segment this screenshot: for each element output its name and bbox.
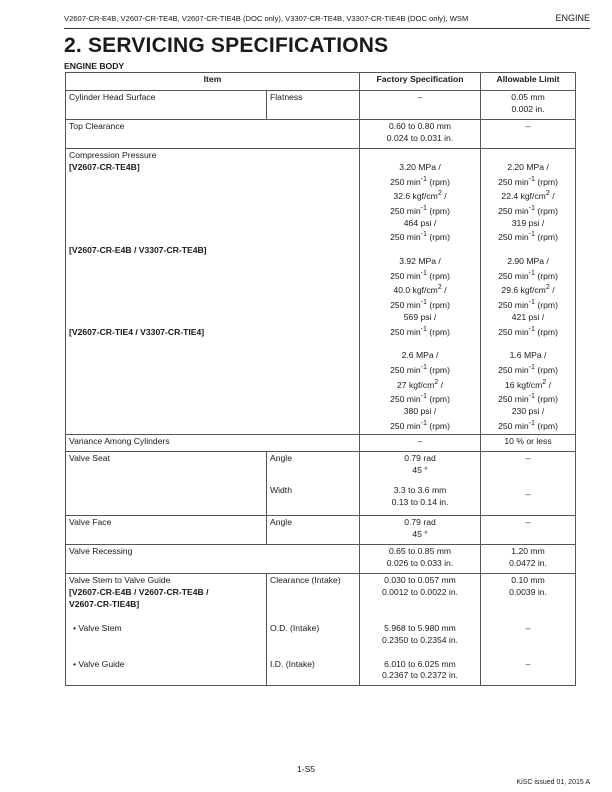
rpm-suffix: (rpm)	[427, 326, 450, 337]
row-item: Valve Seat	[66, 452, 267, 516]
rpm-exponent: -1	[528, 203, 536, 212]
rpm-exponent: -1	[528, 298, 536, 307]
value-line	[363, 282, 477, 297]
col-header-allowable: Allowable Limit	[481, 73, 576, 91]
compression-factory-group	[363, 350, 477, 432]
value-line: 0.030 to 0.057 mm	[384, 575, 456, 586]
kgf-value: 32.6 kgf/cm	[393, 191, 438, 202]
header-section: ENGINE	[555, 13, 590, 23]
row-item	[66, 574, 267, 686]
rpm-unit: 250 min	[390, 394, 421, 405]
model-label: [V2607-CR-TIE4 / V3307-CR-TIE4]	[69, 327, 205, 338]
kgf-exponent: 2	[545, 189, 550, 198]
spec-table	[65, 72, 576, 686]
row-item: Variance Among Cylinders	[66, 435, 360, 452]
rpm-unit: 250 min	[390, 176, 421, 187]
value-line: 3.20 MPa /	[399, 161, 441, 172]
sub-label: Width	[270, 485, 292, 496]
rpm-suffix: (rpm)	[535, 232, 558, 243]
model-label: V2607-CR-TIE4B]	[69, 599, 140, 610]
row-factory	[360, 574, 481, 686]
value-line	[363, 268, 477, 283]
table-header-row	[66, 73, 576, 91]
value-line: 0.024 to 0.031 in.	[386, 132, 454, 143]
rpm-unit: 250 min	[498, 205, 529, 216]
row-factory	[360, 120, 481, 149]
kgf-value: 27 kgf/cm	[397, 379, 435, 390]
value-line: 6.010 to 6.025 mm	[384, 658, 456, 669]
value-line: 0.05 mm	[511, 92, 545, 102]
value-line: 0.13 to 0.14 in.	[391, 496, 449, 507]
value-line	[363, 174, 477, 189]
row-item	[66, 149, 360, 435]
value-line: –	[525, 658, 531, 669]
value-line	[484, 377, 572, 392]
rpm-exponent: -1	[528, 392, 536, 401]
value-line	[484, 362, 572, 377]
rpm-suffix: (rpm)	[427, 364, 450, 375]
row-subitem	[267, 452, 360, 516]
rpm-unit: 250 min	[390, 205, 421, 216]
rpm-exponent: -1	[420, 392, 428, 401]
rpm-exponent: -1	[420, 174, 428, 183]
table-row	[66, 91, 576, 120]
value-line: 0.2350 to 0.2354 in.	[382, 634, 458, 645]
compression-allowable-group	[484, 256, 572, 338]
value-line: 569 psi /	[403, 311, 437, 322]
value-line	[484, 297, 572, 312]
table-row	[66, 452, 576, 516]
table-row	[66, 149, 576, 435]
value-line	[363, 297, 477, 312]
rpm-exponent: -1	[528, 230, 536, 239]
value-line: 2.20 MPa /	[507, 161, 549, 172]
row-allowable	[481, 545, 576, 574]
rpm-suffix: (rpm)	[535, 176, 558, 187]
row-factory: –	[360, 91, 481, 120]
rpm-suffix: (rpm)	[535, 326, 558, 337]
rpm-exponent: -1	[420, 298, 428, 307]
value-line: 0.79 rad	[404, 453, 436, 464]
rpm-unit: 250 min	[498, 270, 529, 281]
row-factory	[360, 452, 481, 516]
rpm-suffix: (rpm)	[427, 232, 450, 243]
col-header-item: Item	[66, 73, 360, 91]
value-line: 2.90 MPa /	[507, 256, 549, 267]
value-line	[484, 282, 572, 297]
col-header-factory: Factory Specification	[360, 73, 481, 91]
rpm-unit: 250 min	[390, 420, 421, 431]
rpm-exponent: -1	[528, 324, 536, 333]
rpm-exponent: -1	[528, 363, 536, 372]
compression-allowable-group	[484, 350, 572, 432]
row-item: Cylinder Head Surface	[66, 91, 267, 120]
rpm-exponent: -1	[420, 203, 428, 212]
rpm-unit: 250 min	[390, 270, 421, 281]
value-line	[484, 268, 572, 283]
value-line: 230 psi /	[511, 406, 545, 416]
rpm-suffix: (rpm)	[427, 394, 450, 405]
value-line: 1.6 MPa /	[509, 350, 547, 361]
value-line: –	[525, 489, 531, 500]
rpm-suffix: (rpm)	[427, 205, 450, 216]
row-allowable	[481, 452, 576, 516]
value-line	[363, 203, 477, 218]
kgf-value: 22.4 kgf/cm	[501, 191, 546, 202]
value-line	[363, 418, 477, 433]
value-line	[363, 324, 477, 339]
kgf-exponent: 2	[542, 377, 547, 386]
row-factory	[360, 545, 481, 574]
row-allowable	[481, 149, 576, 435]
rpm-exponent: -1	[528, 268, 536, 277]
page-title: 2. SERVICING SPECIFICATIONS	[64, 34, 389, 57]
value-line: 0.79 rad	[404, 517, 436, 528]
rpm-exponent: -1	[420, 418, 428, 427]
rpm-suffix: (rpm)	[535, 205, 558, 216]
rpm-suffix: (rpm)	[427, 270, 450, 281]
row-subitem	[267, 574, 360, 686]
rpm-unit: 250 min	[498, 364, 529, 375]
table-row	[66, 516, 576, 545]
rpm-exponent: -1	[528, 418, 536, 427]
header-models: V2607-CR-E4B, V2607-CR-TE4B, V2607-CR-TIE4B (DOC only), V3307-CR-TE4B, V3307-CR-TIE4B (DOC only), WSM	[64, 14, 469, 23]
kgf-suffix: /	[549, 191, 555, 202]
value-line: 380 psi /	[403, 406, 437, 416]
value-line: 3.3 to 3.6 mm	[393, 485, 447, 496]
value-line	[484, 324, 572, 339]
value-line: 0.002 in.	[511, 103, 545, 114]
header-rule	[64, 28, 590, 29]
kgf-exponent: 2	[437, 283, 442, 292]
row-allowable: 10 % or less	[481, 435, 576, 452]
row-item: Valve Recessing	[66, 545, 360, 574]
rpm-suffix: (rpm)	[535, 364, 558, 375]
value-line: 45 °	[412, 465, 428, 476]
value-line: 0.0472 in.	[509, 558, 547, 569]
rpm-suffix: (rpm)	[535, 270, 558, 281]
sub-label: O.D. (Intake)	[270, 623, 320, 634]
value-line: 319 psi /	[511, 217, 545, 228]
kgf-suffix: /	[549, 285, 555, 296]
model-label: [V2607-CR-TE4B]	[69, 161, 140, 172]
value-line: 0.0012 to 0.0022 in.	[382, 587, 458, 598]
table-row	[66, 435, 576, 452]
rpm-suffix: (rpm)	[427, 420, 450, 431]
value-line: 0.0039 in.	[509, 587, 547, 598]
table-row	[66, 574, 576, 686]
rpm-suffix: (rpm)	[535, 394, 558, 405]
value-line: 3.92 MPa /	[399, 256, 441, 267]
compression-title: Compression Pressure	[69, 150, 157, 160]
row-subitem: Angle	[267, 516, 360, 545]
compression-allowable-group	[484, 162, 572, 244]
kgf-exponent: 2	[545, 283, 550, 292]
rpm-suffix: (rpm)	[535, 299, 558, 310]
value-line	[484, 203, 572, 218]
kgf-value: 40.0 kgf/cm	[393, 285, 438, 296]
model-label: [V2607-CR-E4B / V2607-CR-TE4B /	[69, 587, 209, 598]
value-line: 0.60 to 0.80 mm	[388, 121, 452, 131]
table-row	[66, 120, 576, 149]
valve-guide-label: • Valve Guide	[73, 658, 125, 669]
value-line: 421 psi /	[511, 311, 545, 322]
value-line	[484, 229, 572, 244]
kgf-exponent: 2	[437, 189, 442, 198]
value-line: 2.6 MPa /	[401, 350, 439, 361]
value-line	[484, 391, 572, 406]
rpm-exponent: -1	[420, 230, 428, 239]
rpm-unit: 250 min	[390, 232, 421, 243]
rpm-suffix: (rpm)	[427, 176, 450, 187]
rpm-suffix: (rpm)	[427, 299, 450, 310]
row-factory	[360, 149, 481, 435]
rpm-exponent: -1	[420, 268, 428, 277]
rpm-exponent: -1	[420, 363, 428, 372]
rpm-unit: 250 min	[390, 299, 421, 310]
rpm-unit: 250 min	[498, 176, 529, 187]
value-line: 0.026 to 0.033 in.	[386, 558, 454, 569]
kgf-exponent: 2	[434, 377, 439, 386]
rpm-suffix: (rpm)	[535, 420, 558, 431]
sub-label: Clearance (Intake)	[270, 575, 341, 586]
valve-stem-label: • Valve Stem	[73, 622, 122, 633]
value-line	[363, 229, 477, 244]
sub-label: I.D. (Intake)	[270, 659, 315, 670]
rpm-unit: 250 min	[498, 394, 529, 405]
rpm-exponent: -1	[420, 324, 428, 333]
value-line: 45 °	[412, 529, 428, 540]
row-allowable: –	[481, 120, 576, 149]
rpm-unit: 250 min	[498, 326, 529, 337]
value-line: 0.10 mm	[511, 575, 545, 586]
model-label: [V2607-CR-E4B / V3307-CR-TE4B]	[69, 244, 207, 255]
sub-label: Angle	[270, 453, 292, 464]
value-line	[363, 362, 477, 377]
value-line: 5.968 to 5.980 mm	[384, 623, 456, 634]
value-line: 1.20 mm	[511, 546, 545, 557]
kgf-suffix: /	[441, 191, 447, 202]
rpm-unit: 250 min	[390, 326, 421, 337]
row-subitem: Flatness	[267, 91, 360, 120]
value-line	[363, 377, 477, 392]
value-line	[484, 188, 572, 203]
kgf-value: 29.6 kgf/cm	[501, 285, 546, 296]
value-line: 0.2367 to 0.2372 in.	[382, 670, 458, 681]
row-factory: –	[360, 435, 481, 452]
value-line	[363, 391, 477, 406]
row-item: Valve Face	[66, 516, 267, 545]
kgf-suffix: /	[441, 285, 447, 296]
page-number: 1-S5	[296, 764, 316, 774]
row-allowable: –	[481, 516, 576, 545]
row-item: Top Clearance	[66, 120, 360, 149]
kgf-suffix: /	[438, 379, 444, 390]
value-line: 0.65 to 0.85 mm	[388, 546, 452, 557]
rpm-unit: 250 min	[498, 232, 529, 243]
issue-note: KiSC issued 01, 2015 A	[516, 779, 590, 786]
compression-factory-group	[363, 162, 477, 244]
value-line: 464 psi /	[403, 217, 437, 228]
row-allowable	[481, 91, 576, 120]
rpm-unit: 250 min	[390, 364, 421, 375]
rpm-unit: 250 min	[498, 420, 529, 431]
value-line: –	[525, 623, 531, 634]
table-row	[66, 545, 576, 574]
value-line	[363, 188, 477, 203]
compression-factory-group	[363, 256, 477, 338]
value-line	[484, 418, 572, 433]
row-factory	[360, 516, 481, 545]
row-allowable	[481, 574, 576, 686]
value-line	[484, 174, 572, 189]
section-subtitle: ENGINE BODY	[64, 61, 125, 71]
rpm-unit: 250 min	[498, 299, 529, 310]
value-line: –	[525, 453, 531, 464]
guide-title: Valve Stem to Valve Guide	[69, 575, 171, 586]
rpm-exponent: -1	[528, 174, 536, 183]
kgf-value: 16 kgf/cm	[505, 379, 543, 390]
kgf-suffix: /	[546, 379, 552, 390]
